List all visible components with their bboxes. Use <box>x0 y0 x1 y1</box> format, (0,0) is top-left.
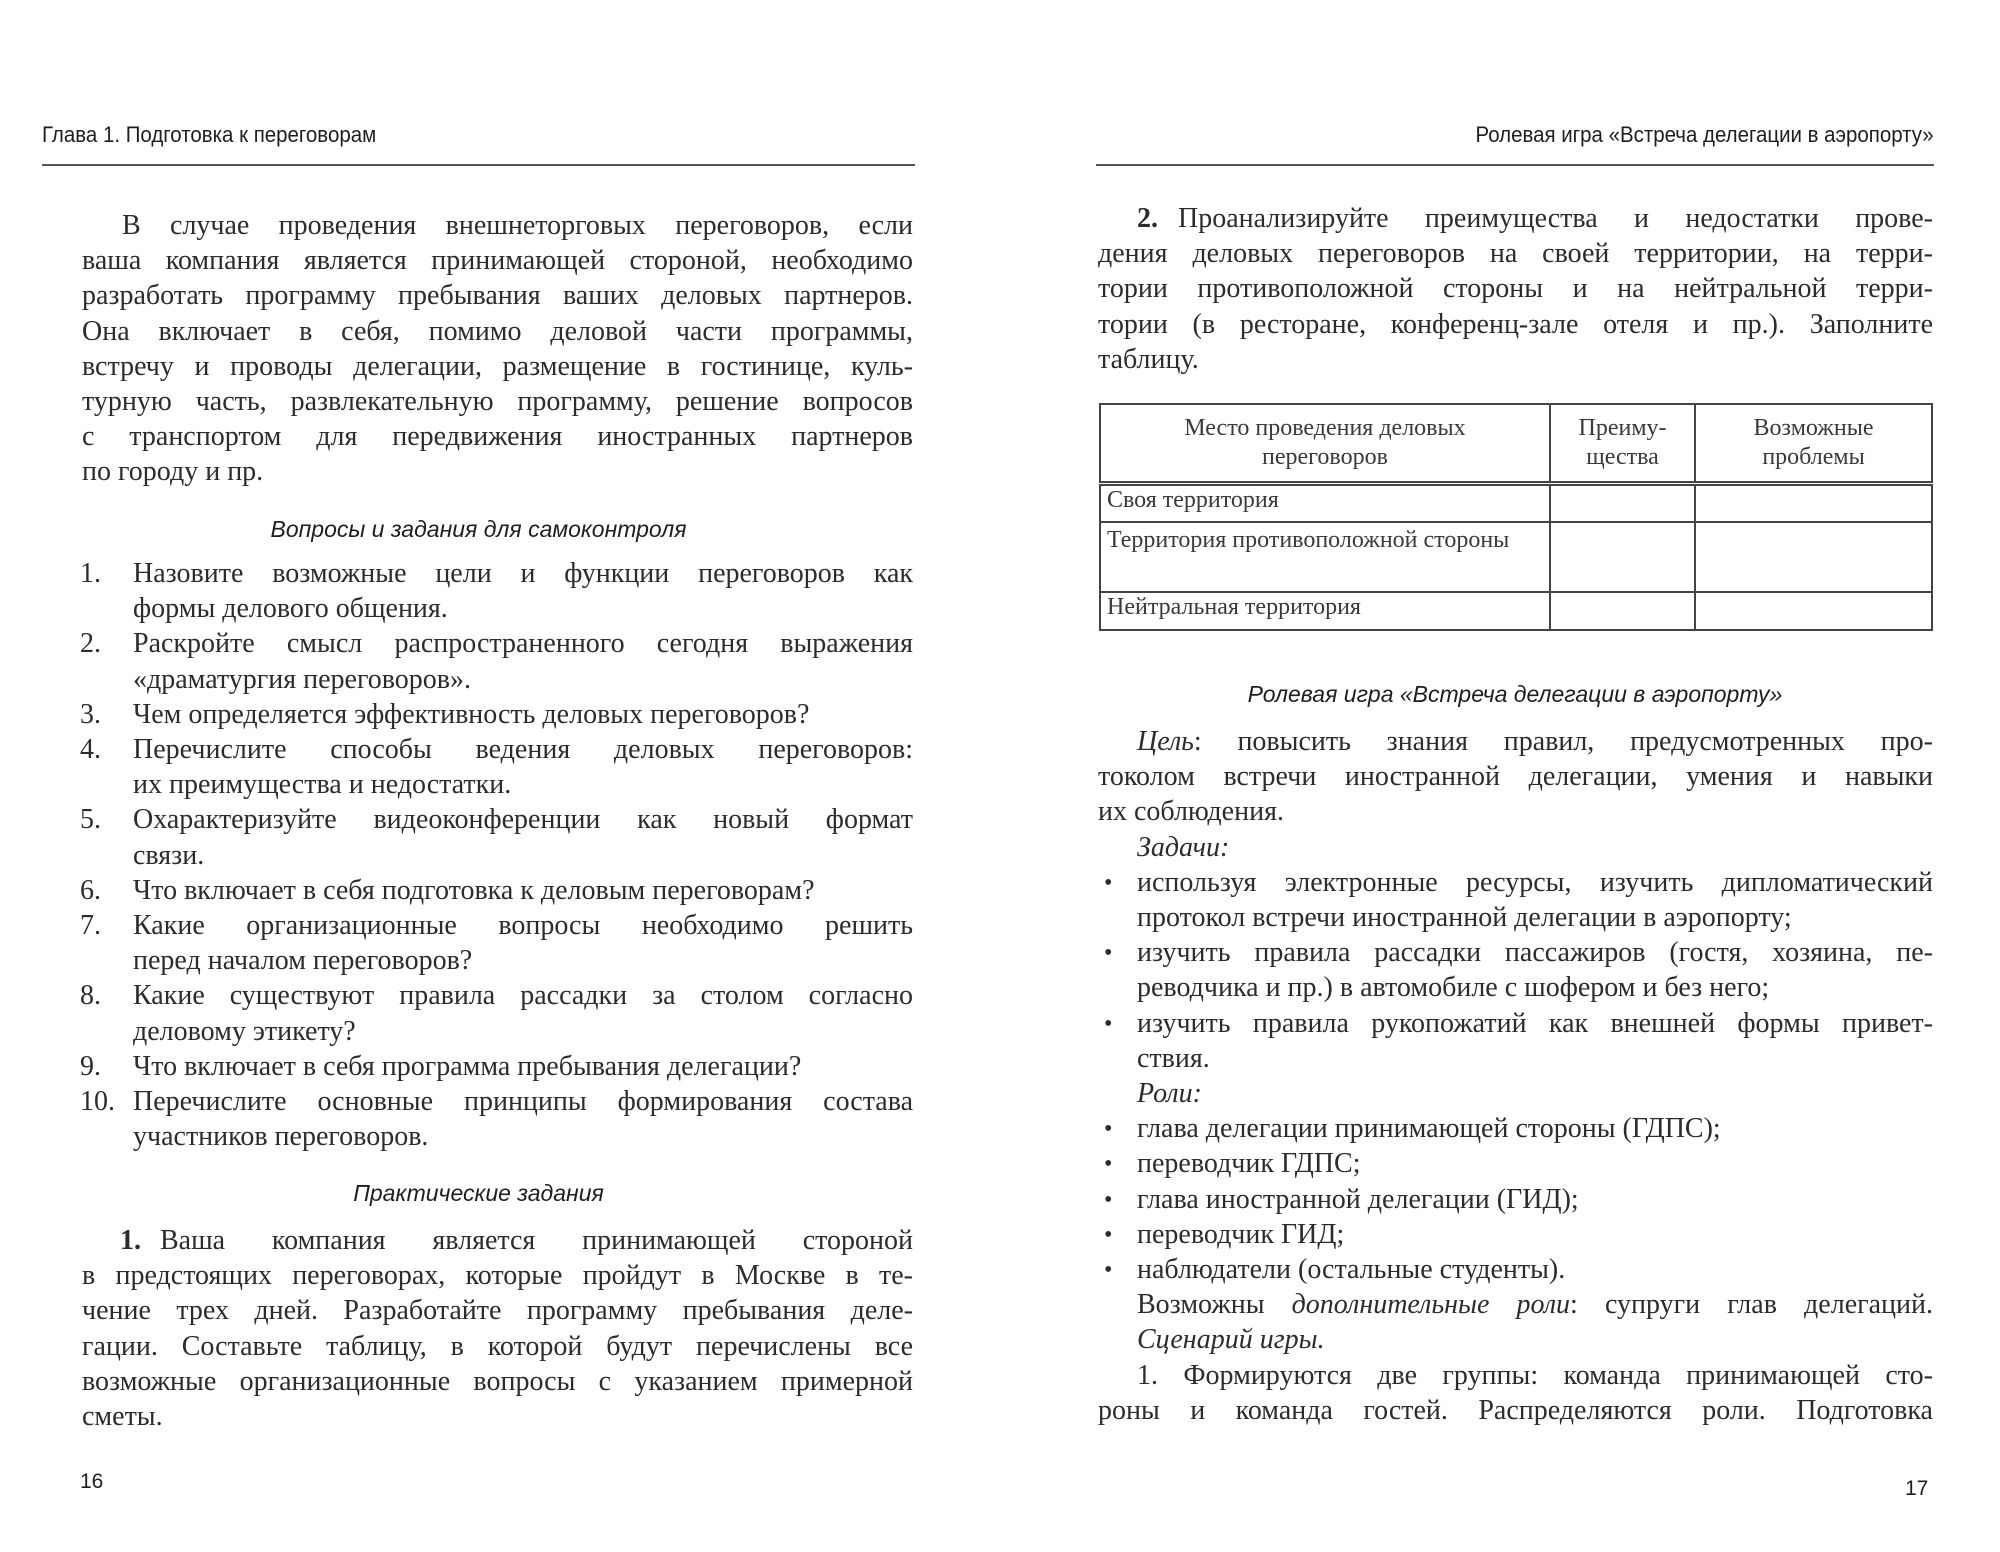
extra-roles-prefix: Возможны <box>1137 1289 1292 1321</box>
intro-line: разработать программу пребывания ваших деловых партнеров. <box>82 280 913 312</box>
question-number: 1. <box>80 558 101 589</box>
task-bullet-line: реводчика и пр.) в автомобиле с шофером и без него; <box>1137 972 1770 1004</box>
running-head-left: Глава 1. Подготовка к переговорам <box>42 122 377 147</box>
bullet-icon: • <box>1104 1186 1113 1213</box>
questions-heading: Вопросы и задания для самоконтроля <box>270 516 687 542</box>
table-cell-problems <box>1695 592 1932 630</box>
goal-text: : повысить знания правил, предусмотренных про- <box>1193 726 1933 757</box>
roles-label <box>1137 1077 1202 1111</box>
scenario-label <box>1137 1323 1325 1357</box>
bullet-icon: • <box>1104 1010 1113 1037</box>
task-bullet-line: ствия. <box>1137 1042 1210 1074</box>
task-bullet-line: изучить правила рассадки пассажиров (гостя, хозяина, пе- <box>1137 937 1933 969</box>
task-bullet-line: используя электронные ресурсы, изучить дипломатический <box>1137 866 1933 898</box>
roleplay-heading: Ролевая игра «Встреча делегации в аэропорту» <box>1247 681 1783 707</box>
scenario-line: 1. Формируются две группы: команда принимающей сто- <box>1137 1359 1933 1391</box>
table-cell-advantages <box>1550 522 1695 592</box>
question-number: 3. <box>80 698 101 730</box>
table-header-problems: Возможные проблемы <box>1695 404 1932 484</box>
task-number: 1. <box>120 1225 141 1256</box>
question-text-line: формы делового общения. <box>133 593 448 625</box>
venue-comparison-table <box>1099 403 1933 631</box>
goal-text-line: их соблюдения. <box>1098 796 1284 828</box>
intro-line: турную часть, развлекательную программу, решение вопросов <box>82 386 913 417</box>
question-number: 5. <box>80 804 101 836</box>
question-text-line: Чем определяется эффективность деловых переговоров? <box>133 698 810 730</box>
question-number: 2. <box>80 628 101 660</box>
role-line: глава делегации принимающей стороны (ГДПС); <box>1137 1113 1721 1145</box>
task-text-line: тории (в ресторане, конференц-зале отеля и пр.). Заполните <box>1098 308 1933 340</box>
extra-roles-line <box>1137 1288 1933 1322</box>
role-line: переводчик ГДПС; <box>1137 1148 1361 1180</box>
table-cell-problems <box>1695 484 1932 522</box>
running-head-right: Ролевая игра «Встреча делегации в аэропорту» <box>1475 122 1934 147</box>
question-number: 9. <box>80 1050 101 1082</box>
task-text-line: в предстоящих переговорах, которые пройдут в Москве в те- <box>82 1260 913 1292</box>
task-bullet-line: изучить правила рукопожатий как внешней формы привет- <box>1137 1007 1933 1039</box>
table-cell-venue: Нейтральная территория <box>1100 592 1550 630</box>
page-number-left: 16 <box>80 1470 104 1493</box>
task-text-line: сметы. <box>82 1401 163 1432</box>
task-text-line: гации. Составьте таблицу, в которой будут перечислены все <box>82 1330 913 1362</box>
question-text-line: связи. <box>133 839 205 871</box>
header-rule-left <box>42 164 915 166</box>
task-text-line: Проанализируйте преимущества и недостатки прове- <box>1178 203 1933 234</box>
table-cell-advantages <box>1550 592 1695 630</box>
question-text-line: их преимущества и недостатки. <box>133 769 512 801</box>
role-line: глава иностранной делегации (ГИД); <box>1137 1183 1579 1215</box>
task-text-line: тории противоположной стороны и на нейтральной терри- <box>1098 273 1933 305</box>
table-cell-advantages <box>1550 484 1695 522</box>
question-text-line: Перечислите способы ведения деловых переговоров: <box>133 734 913 765</box>
tasks-label-text: Задачи: <box>1137 831 1230 863</box>
scenario-label-text: Сценарий игры. <box>1137 1324 1325 1356</box>
task-bullet-line: протокол встречи иностранной делегации в аэропорту; <box>1137 902 1792 933</box>
role-line: наблюдатели (остальные студенты). <box>1137 1254 1566 1285</box>
goal-label: Цель <box>1137 726 1194 757</box>
page-number-right: 17 <box>1905 1477 1929 1500</box>
practice-heading: Практические задания <box>353 1180 604 1206</box>
question-number: 6. <box>80 874 101 906</box>
extra-roles-suffix: : супруги глав делегаций. <box>1570 1289 1933 1321</box>
role-line: переводчик ГИД; <box>1137 1218 1345 1250</box>
goal-line <box>1137 725 1933 759</box>
question-number: 10. <box>80 1086 115 1117</box>
intro-line: ваша компания является принимающей стороной, необходимо <box>82 245 913 277</box>
header-rule-right <box>1096 164 1934 166</box>
bullet-icon: • <box>1104 869 1113 896</box>
question-number: 4. <box>80 734 101 765</box>
goal-text-line: токолом встречи иностранной делегации, умения и навыки <box>1098 761 1933 793</box>
question-number: 8. <box>80 980 101 1012</box>
bullet-icon: • <box>1104 1151 1113 1178</box>
extra-roles-label: дополнительные роли <box>1291 1289 1571 1321</box>
question-text-line: Какие существуют правила рассадки за столом согласно <box>133 980 913 1012</box>
task-text-line: дения деловых переговоров на своей территории, на терри- <box>1098 238 1933 270</box>
task-text-line: возможные организационные вопросы с указанием примерной <box>82 1365 913 1397</box>
question-text-line: Перечислите основные принципы формирования состава <box>133 1086 913 1117</box>
question-text-line: Охарактеризуйте видеоконференции как новый формат <box>133 804 913 836</box>
table-header-row <box>1100 404 1932 484</box>
intro-line: Она включает в себя, помимо деловой части программы, <box>82 315 913 347</box>
table-cell-problems <box>1695 522 1932 592</box>
table-row <box>1100 592 1932 630</box>
question-text-line: Назовите возможные цели и функции переговоров как <box>133 558 913 589</box>
question-text-line: Что включает в себя программа пребывания делегации? <box>133 1050 802 1082</box>
question-text-line: деловому этикету? <box>133 1015 356 1047</box>
question-text-line: Какие организационные вопросы необходимо решить <box>133 910 913 941</box>
task-text-line: Ваша компания является принимающей стороной <box>160 1225 913 1256</box>
intro-line: встречу и проводы делегации, размещение в гостинице, куль- <box>82 350 913 382</box>
bullet-icon: • <box>1104 1257 1113 1283</box>
question-text-line: «драматургия переговоров». <box>133 663 471 695</box>
task-number: 2. <box>1137 203 1158 234</box>
bullet-icon: • <box>1104 1221 1113 1248</box>
bullet-icon: • <box>1104 940 1113 967</box>
intro-line: В случае проведения внешнеторговых переговоров, если <box>122 210 913 241</box>
task-text-line: чение трех дней. Разработайте программу пребывания деле- <box>82 1295 913 1327</box>
question-text-line: перед началом переговоров? <box>133 945 473 977</box>
question-text-line: Что включает в себя подготовка к деловым переговорам? <box>133 874 815 906</box>
table-cell-venue: Территория противоположной стороны <box>1100 522 1550 592</box>
bullet-icon: • <box>1104 1116 1113 1143</box>
right-page <box>1000 0 2000 1552</box>
roles-label-text: Роли: <box>1137 1078 1202 1109</box>
table-header-venue: Место проведения деловых переговоров <box>1100 404 1550 484</box>
table-row <box>1100 522 1932 592</box>
intro-line: по городу и пр. <box>82 456 264 488</box>
scenario-line: роны и команда гостей. Распределяются роли. Подготовка <box>1098 1394 1933 1426</box>
table-row <box>1100 484 1932 522</box>
task-text-line: таблицу. <box>1098 343 1199 375</box>
intro-line: с транспортом для передвижения иностранных партнеров <box>82 421 913 453</box>
table-header-advantages: Преиму- щества <box>1550 404 1695 484</box>
table-cell-venue: Своя территория <box>1100 484 1550 522</box>
question-number: 7. <box>80 910 101 941</box>
question-text-line: участников переговоров. <box>133 1121 429 1153</box>
question-text-line: Раскройте смысл распространенного сегодня выражения <box>133 628 913 660</box>
tasks-label <box>1137 831 1229 865</box>
